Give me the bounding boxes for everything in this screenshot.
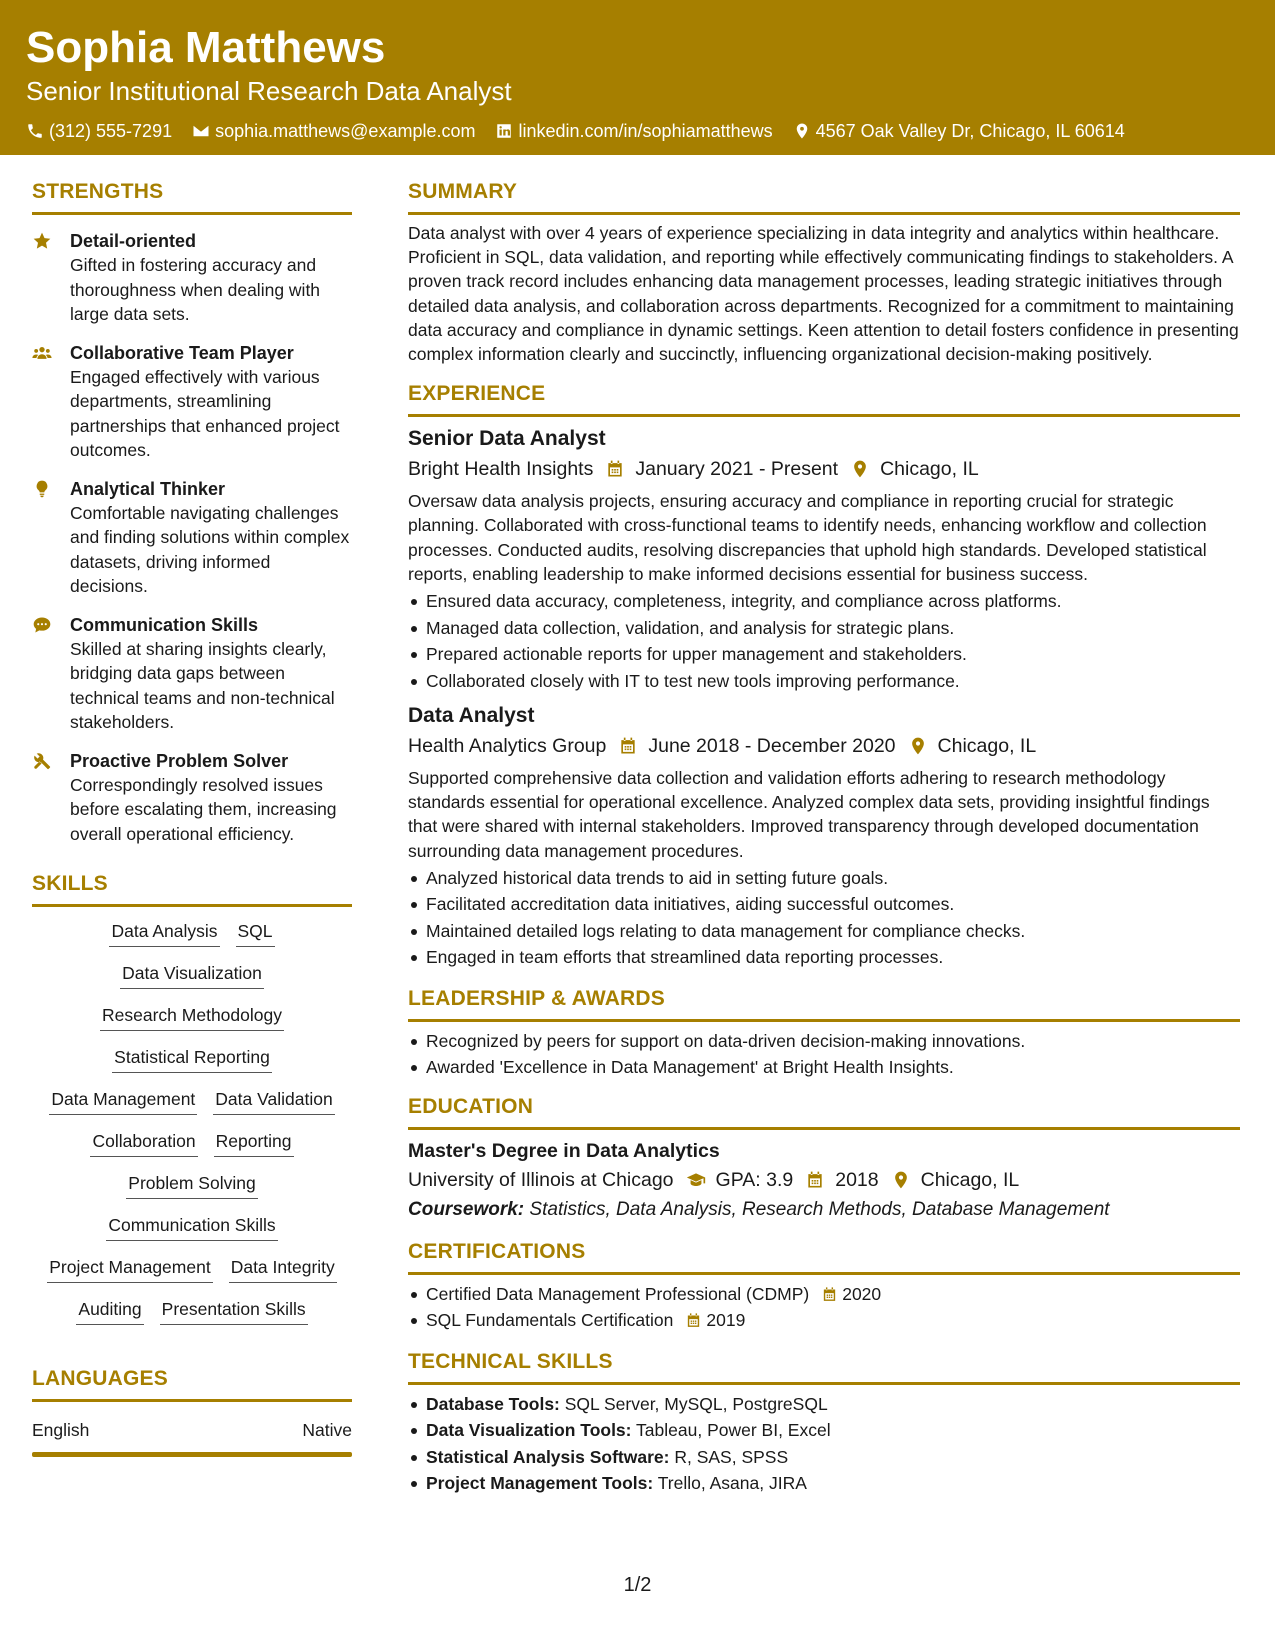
- page-number: 1/2: [623, 1574, 652, 1596]
- strengths-heading: STRENGTHS: [32, 180, 164, 203]
- list-item: Analyzed historical data trends to aid in setting future goals.: [408, 865, 1240, 892]
- job-description: Oversaw data analysis projects, ensuring accuracy and compliance in reporting crucial for strategic planning. Collaborated with cross-functional teams to identify needs, enhancing workflow and collection processes. Conducted audits, resolving discrepancies that uphold high standards. Developed statistical reports, enabling leadership to make informed decisions essential for business success.: [408, 491, 1207, 584]
- graduation-year: 2018: [835, 1168, 879, 1191]
- contact-linkedin[interactable]: [495, 118, 772, 144]
- skill-tag: SQL: [236, 919, 275, 947]
- left-column: [32, 178, 352, 1457]
- strength-item: [32, 749, 352, 847]
- cert-name: SQL Fundamentals Certification: [426, 1310, 674, 1331]
- education-heading: EDUCATION: [408, 1094, 534, 1118]
- coursework-label: Coursework:: [408, 1198, 525, 1220]
- school-name: University of Illinois at Chicago: [408, 1168, 674, 1191]
- section-divider: [408, 1019, 1240, 1022]
- list-item: Managed data collection, validation, and analysis for strategic plans.: [408, 615, 1240, 642]
- job-description: Supported comprehensive data collection and validation efforts adhering to research methodology standards essential for operational excellence. Analyzed complex data sets, providing insightful findings that were shared with internal stakeholders. Improved transparency through developed documentation surrounding data management procedures.: [408, 768, 1210, 861]
- skill-tag: Data Analysis: [109, 919, 219, 947]
- job-meta: [408, 455, 1240, 483]
- language-name: English: [32, 1420, 90, 1440]
- map-marker-icon: [891, 1170, 911, 1190]
- language-level: Native: [302, 1420, 352, 1440]
- candidate-title: Senior Institutional Research Data Analyst: [26, 76, 512, 106]
- strength-item: [32, 613, 352, 735]
- strength-title: Communication Skills: [70, 614, 259, 635]
- strength-desc: Engaged effectively with various departments, streamlining partnerships that enhanced project outcomes.: [70, 366, 340, 460]
- strength-title: Collaborative Team Player: [70, 342, 294, 363]
- tech-label: Data Visualization Tools:: [426, 1420, 632, 1441]
- list-item: Collaborated closely with IT to test new tools improving performance.: [408, 668, 1240, 695]
- languages-heading: LANGUAGES: [32, 1367, 168, 1390]
- lightbulb-icon: [32, 479, 52, 499]
- job-role: Data Analyst: [408, 704, 535, 728]
- calendar-icon: [805, 1170, 825, 1190]
- linkedin-icon: [495, 122, 513, 140]
- coursework: [408, 1196, 1240, 1224]
- strength-desc: Correspondingly resolved issues before escalating them, increasing overall operational efficiency.: [70, 774, 337, 844]
- list-item: Facilitated accreditation data initiatives, aiding successful outcomes.: [408, 891, 1240, 918]
- summary-text: Data analyst with over 4 years of experience specializing in data integrity and analytics within healthcare. Proficient in SQL, data validation, and reporting while effectively communicating findings to stakeholders. A proven track record includes enhancing data management processes, leading strategic initiatives through detailed data analysis, and collaboration across departments. Recognized for a commitment to maintaining data accuracy and compliance in dynamic settings. Keen attention to detail fosters confidence in presenting complex information clearly and succinctly, influencing organizational decision-making positively.: [408, 223, 1239, 365]
- skill-tag: Data Integrity: [229, 1255, 337, 1283]
- job-company: Bright Health Insights: [408, 458, 594, 481]
- coursework-list: Statistics, Data Analysis, Research Methods, Database Management: [529, 1198, 1110, 1220]
- leadership-list: [408, 1028, 1240, 1081]
- contact-email[interactable]: [192, 118, 475, 144]
- job-bullets: [408, 588, 1240, 694]
- education-meta: [408, 1166, 1240, 1194]
- technical-skills-heading: TECHNICAL SKILLS: [408, 1349, 613, 1373]
- section-divider: [32, 1399, 352, 1402]
- candidate-name: Sophia Matthews: [26, 23, 386, 72]
- experience-section: [408, 380, 1240, 971]
- skill-tag: Statistical Reporting: [112, 1045, 272, 1073]
- map-marker-icon: [793, 122, 811, 140]
- tools-icon: [32, 751, 52, 771]
- address-text: 4567 Oak Valley Dr, Chicago, IL 60614: [815, 121, 1125, 141]
- calendar-icon: [618, 736, 638, 756]
- section-divider: [408, 212, 1240, 215]
- list-item: Maintained detailed logs relating to data management for compliance checks.: [408, 918, 1240, 945]
- summary-section: [408, 178, 1240, 366]
- list-item: Awarded 'Excellence in Data Management' at Bright Health Insights.: [408, 1054, 1240, 1081]
- email-text: sophia.matthews@example.com: [215, 121, 476, 141]
- leadership-heading: LEADERSHIP & AWARDS: [408, 986, 665, 1010]
- cert-year: 2020: [842, 1283, 882, 1304]
- skills-section: [32, 870, 352, 1325]
- skills-heading: SKILLS: [32, 872, 108, 895]
- skill-tag: Data Management: [49, 1087, 197, 1115]
- technical-skills-section: [408, 1348, 1240, 1497]
- tech-label: Statistical Analysis Software:: [426, 1446, 670, 1467]
- list-item: Engaged in team efforts that streamlined data reporting processes.: [408, 944, 1240, 971]
- job-location: Chicago, IL: [937, 735, 1037, 758]
- tech-value: R, SAS, SPSS: [674, 1446, 789, 1467]
- calendar-icon: [605, 459, 625, 479]
- certifications-list: [408, 1281, 1240, 1334]
- list-item: [408, 1417, 1240, 1444]
- strength-item: [32, 341, 352, 463]
- graduation-cap-icon: [686, 1170, 706, 1190]
- list-item: Ensured data accuracy, completeness, integrity, and compliance across platforms.: [408, 588, 1240, 615]
- skill-tag: Data Validation: [213, 1087, 334, 1115]
- tech-value: Trello, Asana, JIRA: [657, 1473, 807, 1494]
- right-column: [408, 178, 1240, 1497]
- technical-skills-list: [408, 1391, 1240, 1497]
- skills-list: [32, 919, 352, 1325]
- list-item: [408, 1391, 1240, 1418]
- strength-title: Analytical Thinker: [70, 478, 226, 499]
- strength-item: [32, 477, 352, 599]
- list-item: [408, 1281, 1240, 1308]
- leadership-section: [408, 985, 1240, 1081]
- tech-label: Project Management Tools:: [426, 1473, 654, 1494]
- job-company: Health Analytics Group: [408, 735, 607, 758]
- strength-desc: Comfortable navigating challenges and finding solutions within complex datasets, driving informed decisions.: [70, 502, 350, 596]
- list-item: [408, 1307, 1240, 1334]
- languages-section: [32, 1365, 352, 1457]
- education-section: [408, 1093, 1240, 1224]
- tech-value: SQL Server, MySQL, PostgreSQL: [564, 1393, 828, 1414]
- section-divider: [408, 1382, 1240, 1385]
- cert-name: Certified Data Management Professional (CDMP): [426, 1283, 810, 1304]
- map-marker-icon: [908, 736, 928, 756]
- comment-icon: [32, 615, 52, 635]
- strength-title: Proactive Problem Solver: [70, 750, 289, 771]
- cert-year: 2019: [706, 1310, 746, 1331]
- section-divider: [408, 1272, 1240, 1275]
- section-divider: [408, 414, 1240, 417]
- resume-header: [0, 0, 1275, 155]
- list-item: [408, 1444, 1240, 1471]
- certifications-heading: CERTIFICATIONS: [408, 1239, 586, 1263]
- strengths-section: [32, 178, 352, 846]
- school-location: Chicago, IL: [920, 1168, 1020, 1191]
- job-entry: [408, 425, 1240, 694]
- strength-desc: Gifted in fostering accuracy and thoroughness when dealing with large data sets.: [70, 255, 321, 324]
- contact-address: [793, 118, 1125, 144]
- gpa: GPA: 3.9: [715, 1168, 794, 1191]
- list-item: [408, 1470, 1240, 1497]
- list-item: Prepared actionable reports for upper management and stakeholders.: [408, 641, 1240, 668]
- skill-tag: Communication Skills: [106, 1213, 277, 1241]
- contact-phone[interactable]: [26, 118, 172, 144]
- star-icon: [32, 231, 52, 251]
- section-divider: [408, 1127, 1240, 1130]
- degree-title: Master's Degree in Data Analytics: [408, 1139, 720, 1162]
- skill-tag: Problem Solving: [126, 1171, 257, 1199]
- linkedin-text: linkedin.com/in/sophiamatthews: [518, 121, 773, 141]
- users-icon: [32, 343, 52, 363]
- skill-tag: Project Management: [47, 1255, 212, 1283]
- calendar-icon: [821, 1286, 838, 1303]
- section-divider: [32, 212, 352, 215]
- strength-item: [32, 229, 352, 327]
- job-meta: [408, 732, 1240, 760]
- calendar-icon: [685, 1312, 702, 1329]
- section-divider: [32, 904, 352, 907]
- job-entry: [408, 702, 1240, 971]
- skill-tag: Research Methodology: [100, 1003, 284, 1031]
- experience-heading: EXPERIENCE: [408, 382, 546, 406]
- strength-title: Detail-oriented: [70, 231, 197, 251]
- skill-tag: Data Visualization: [120, 961, 264, 989]
- job-dates: June 2018 - December 2020: [648, 735, 896, 758]
- phone-text: (312) 555-7291: [49, 121, 173, 141]
- tech-label: Database Tools:: [426, 1393, 560, 1414]
- map-marker-icon: [850, 459, 870, 479]
- job-dates: January 2021 - Present: [635, 458, 839, 481]
- language-item: [32, 1418, 352, 1442]
- list-item: Recognized by peers for support on data-driven decision-making innovations.: [408, 1028, 1240, 1055]
- language-proficiency-bar: [32, 1452, 352, 1457]
- skill-tag: Collaboration: [90, 1129, 197, 1157]
- envelope-icon: [192, 122, 210, 140]
- certifications-section: [408, 1238, 1240, 1334]
- summary-heading: SUMMARY: [408, 180, 518, 203]
- contact-bar: [26, 118, 1249, 144]
- job-bullets: [408, 865, 1240, 971]
- tech-value: Tableau, Power BI, Excel: [636, 1420, 831, 1441]
- skill-tag: Presentation Skills: [160, 1297, 308, 1325]
- skill-tag: Auditing: [76, 1297, 143, 1325]
- phone-icon: [26, 122, 44, 140]
- skill-tag: Reporting: [214, 1129, 294, 1157]
- job-role: Senior Data Analyst: [408, 427, 606, 451]
- strength-desc: Skilled at sharing insights clearly, bridging data gaps between technical teams and non-technical stakeholders.: [70, 638, 335, 732]
- job-location: Chicago, IL: [880, 458, 979, 481]
